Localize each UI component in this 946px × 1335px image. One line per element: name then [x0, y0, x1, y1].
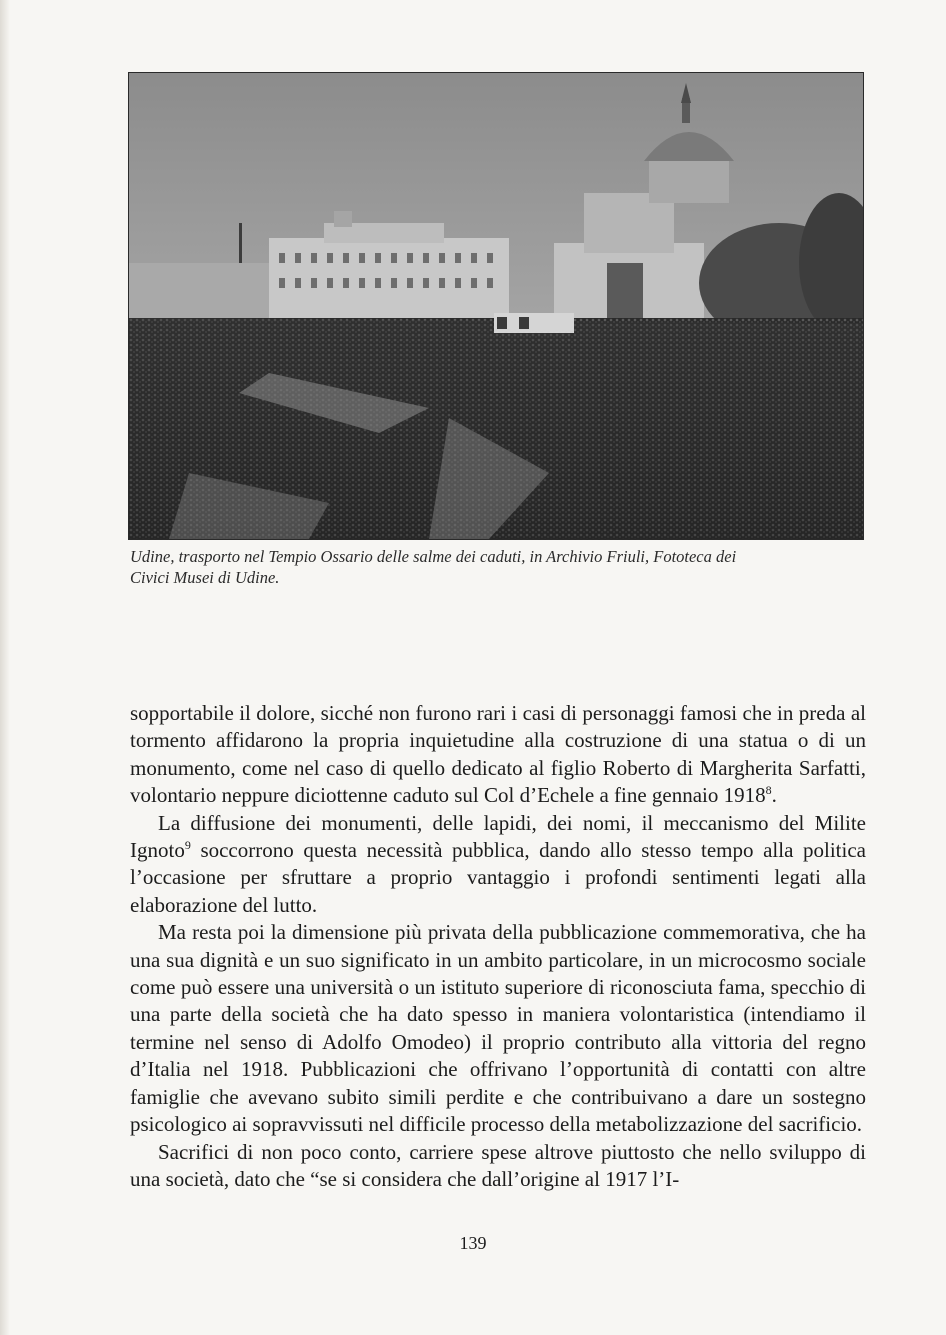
page-number: 139 — [459, 1233, 487, 1253]
paragraph-4: Sacrifici di non poco conto, carriere spese altrove piuttosto che nello sviluppo di una società, dato che “se si considera che dall’origine al 1917 l’I- — [130, 1139, 866, 1191]
footnote-ref-8[interactable]: 8 — [765, 783, 772, 798]
paragraph-1-end: . — [771, 783, 777, 808]
scan-edge — [0, 0, 10, 1335]
paragraph-2-end: soccorrono questa necessità pubblica, dando allo stesso tempo alla politica l’occasione per sfruttare a proprio vantaggio i profondi sentimenti legati alla elaborazione del lutto. — [130, 838, 866, 917]
paragraph-1 — [130, 700, 866, 810]
paragraph-3: Ma resta poi la dimensione più privata della pubblicazione commemorativa, che ha una sua dignità e un suo significato in un ambito particolare, in un microcosmo sociale come può essere una università o un istituto superiore di riconosciuta fama, specchio di una parte della società che ha dato spesso in maniera volontaristica (intendiamo il termine nel senso di Adolfo Omodeo) il proprio contributo alla vittoria del regno d’Italia nel 1918. Pubblicazioni che offrivano l’opportunità di contatti con altre famiglie che avevano subito simili perdite e che contribuivano a dare un sostegno psicologico ai sopravvissuti nel difficile processo della metabolizzazione del sacrificio. — [130, 920, 866, 1137]
paragraph-2 — [130, 810, 866, 920]
body-text — [130, 700, 866, 1193]
paragraph-1-text: sopportabile il dolore, sicché non furono rari i casi di personaggi famosi che in preda al tormento affidarono la propria inquietudine alla costruzione di una statua o di un monumento, come nel caso di quello dedicato al figlio Roberto di Margherita Sarfatti, volontario neppure diciottenne caduto sul Col d’Echele a fine gennaio 1918 — [130, 701, 866, 808]
caption-line-1: Udine, trasporto nel Tempio Ossario delle salme dei caduti, in Archivio Friuli, Fototeca dei — [130, 547, 737, 566]
figure-caption — [130, 546, 864, 588]
caption-line-2: Civici Musei di Udine. — [130, 568, 280, 587]
paragraph-2-text: La diffusione dei monumenti, delle lapidi, dei nomi, il meccanismo del Milite Ignoto — [130, 810, 866, 863]
historical-photograph — [128, 72, 864, 540]
footnote-ref-9[interactable]: 9 — [184, 838, 191, 853]
